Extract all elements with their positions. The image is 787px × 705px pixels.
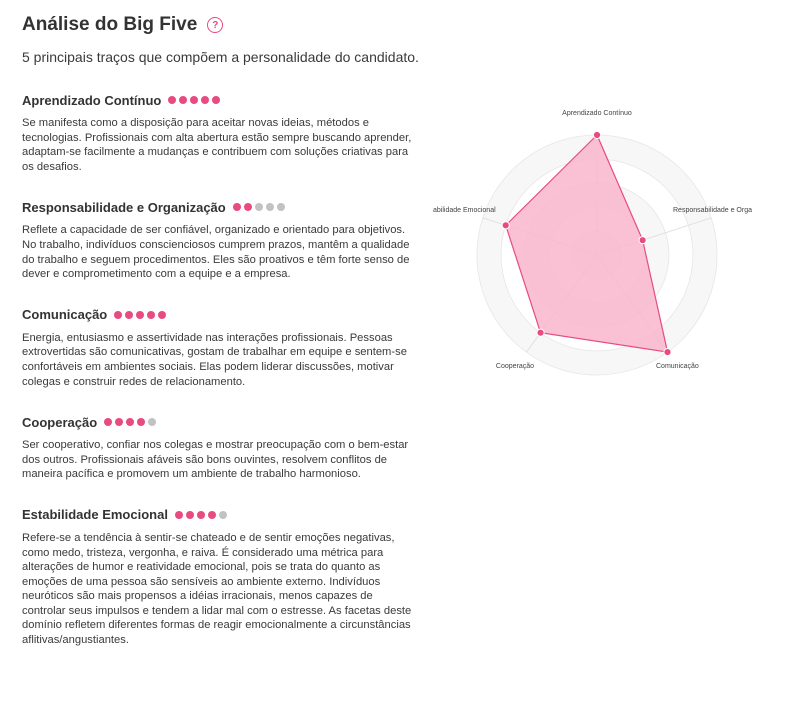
axis-label: Aprendizado Contínuo <box>562 110 632 117</box>
score-dot-filled <box>104 418 112 426</box>
trait-header <box>22 197 412 217</box>
trait-description: Refere-se a tendência à sentir-se chateado e de sentir emoções negativas, como medo, tristeza, vergonha, e raiva. É considerado uma métrica para alterações de humor e reatividade emocional, pois se trata do quanto as emoções de uma pessoa são sensíveis ao ambiente externo. Indivíduos neuróticos são mais propensos a idéias irracionais, menos capazes de controlar seus impulsos e tendem a lidar mal com o estresse. As facetas deste domínio refletem diferentes formas de reagir emocionalmente a circunstâncias aflitivas/angustiantes. <box>22 531 412 647</box>
trait-name: Estabilidade Emocional <box>22 507 168 523</box>
score-dot-filled <box>175 511 183 519</box>
score-dot-filled <box>197 511 205 519</box>
trait-header <box>22 412 412 432</box>
axis-label: Cooperação <box>495 363 535 370</box>
score-dot-filled <box>126 418 134 426</box>
data-point <box>537 329 544 336</box>
radar-chart <box>420 100 780 390</box>
trait-item <box>22 90 412 174</box>
trait-item <box>22 412 412 482</box>
score-dot-filled <box>190 96 198 104</box>
trait-header <box>22 305 412 325</box>
help-circle-icon[interactable]: ? <box>207 17 223 33</box>
data-point <box>502 222 509 229</box>
score-dot-empty <box>277 203 285 211</box>
score-dot-empty <box>255 203 263 211</box>
score-dot-filled <box>233 203 241 211</box>
score-dot-filled <box>137 418 145 426</box>
trait-list <box>22 90 412 671</box>
trait-name: Responsabilidade e Organização <box>22 199 226 215</box>
axis-label: abilidade Emocional <box>433 207 496 214</box>
trait-item <box>22 197 412 281</box>
score-dot-filled <box>136 311 144 319</box>
score-dots <box>168 96 223 104</box>
trait-name: Comunicação <box>22 307 108 323</box>
score-dots <box>114 311 169 319</box>
score-dot-filled <box>201 96 209 104</box>
score-dot-filled <box>179 96 187 104</box>
score-dot-empty <box>219 511 227 519</box>
axis-label: Responsabilidade e Orga <box>673 207 752 214</box>
score-dot-filled <box>208 511 216 519</box>
score-dot-filled <box>147 311 155 319</box>
trait-description: Reflete a capacidade de ser confiável, organizado e orientado para objetivos. No trabalho, indivíduos conscienciosos cumprem prazos, mantêm a qualidade do trabalho e seguem procedimentos. Eles são proativos e têm forte senso de dever e comprometimento com a equipe e a empresa. <box>22 224 410 281</box>
trait-description: Ser cooperativo, confiar nos colegas e mostrar preocupação com o bem-estar dos outros. Profissionais afáveis são bons ouvintes, resolvem conflitos de maneira pacífica e promovem um ambiente de trabalho harmonioso. <box>22 439 409 481</box>
data-point <box>664 348 671 355</box>
trait-header <box>22 505 412 525</box>
trait-item <box>22 505 412 648</box>
header <box>22 14 223 36</box>
score-dot-filled <box>244 203 252 211</box>
axis-label: Comunicação <box>656 363 699 370</box>
score-dot-filled <box>186 511 194 519</box>
trait-name: Aprendizado Contínuo <box>22 92 162 108</box>
score-dot-empty <box>266 203 274 211</box>
data-point <box>639 237 646 244</box>
score-dot-filled <box>168 96 176 104</box>
score-dot-filled <box>114 311 122 319</box>
trait-name: Cooperação <box>22 414 98 430</box>
score-dots <box>175 511 230 519</box>
score-dot-filled <box>115 418 123 426</box>
score-dot-filled <box>158 311 166 319</box>
page-title: Análise do Big Five <box>22 14 198 35</box>
trait-description: Energia, entusiasmo e assertividade nas interações profissionais. Pessoas extrovertidas são comunicativas, gostam de trabalhar em equipe e sentem-se confortáveis em ambientes sociais. Elas podem liderar discussões, motivar colegas e construir redes de relacionamento. <box>22 331 407 388</box>
trait-item <box>22 305 412 389</box>
radar-chart-svg <box>420 100 780 390</box>
score-dots <box>233 203 288 211</box>
score-dots <box>104 418 159 426</box>
trait-header <box>22 90 412 110</box>
score-dot-empty <box>148 418 156 426</box>
trait-description: Se manifesta como a disposição para aceitar novas ideias, métodos e tecnologias. Profissionais com alta abertura estão sempre buscando aprender, adaptam-se facilmente a mudanças e contribuem com soluções criativas para os desafios. <box>22 117 412 173</box>
score-dot-filled <box>212 96 220 104</box>
page-subtitle: 5 principais traços que compõem a personalidade do candidato. <box>22 49 419 65</box>
data-point <box>593 131 600 138</box>
score-dot-filled <box>125 311 133 319</box>
